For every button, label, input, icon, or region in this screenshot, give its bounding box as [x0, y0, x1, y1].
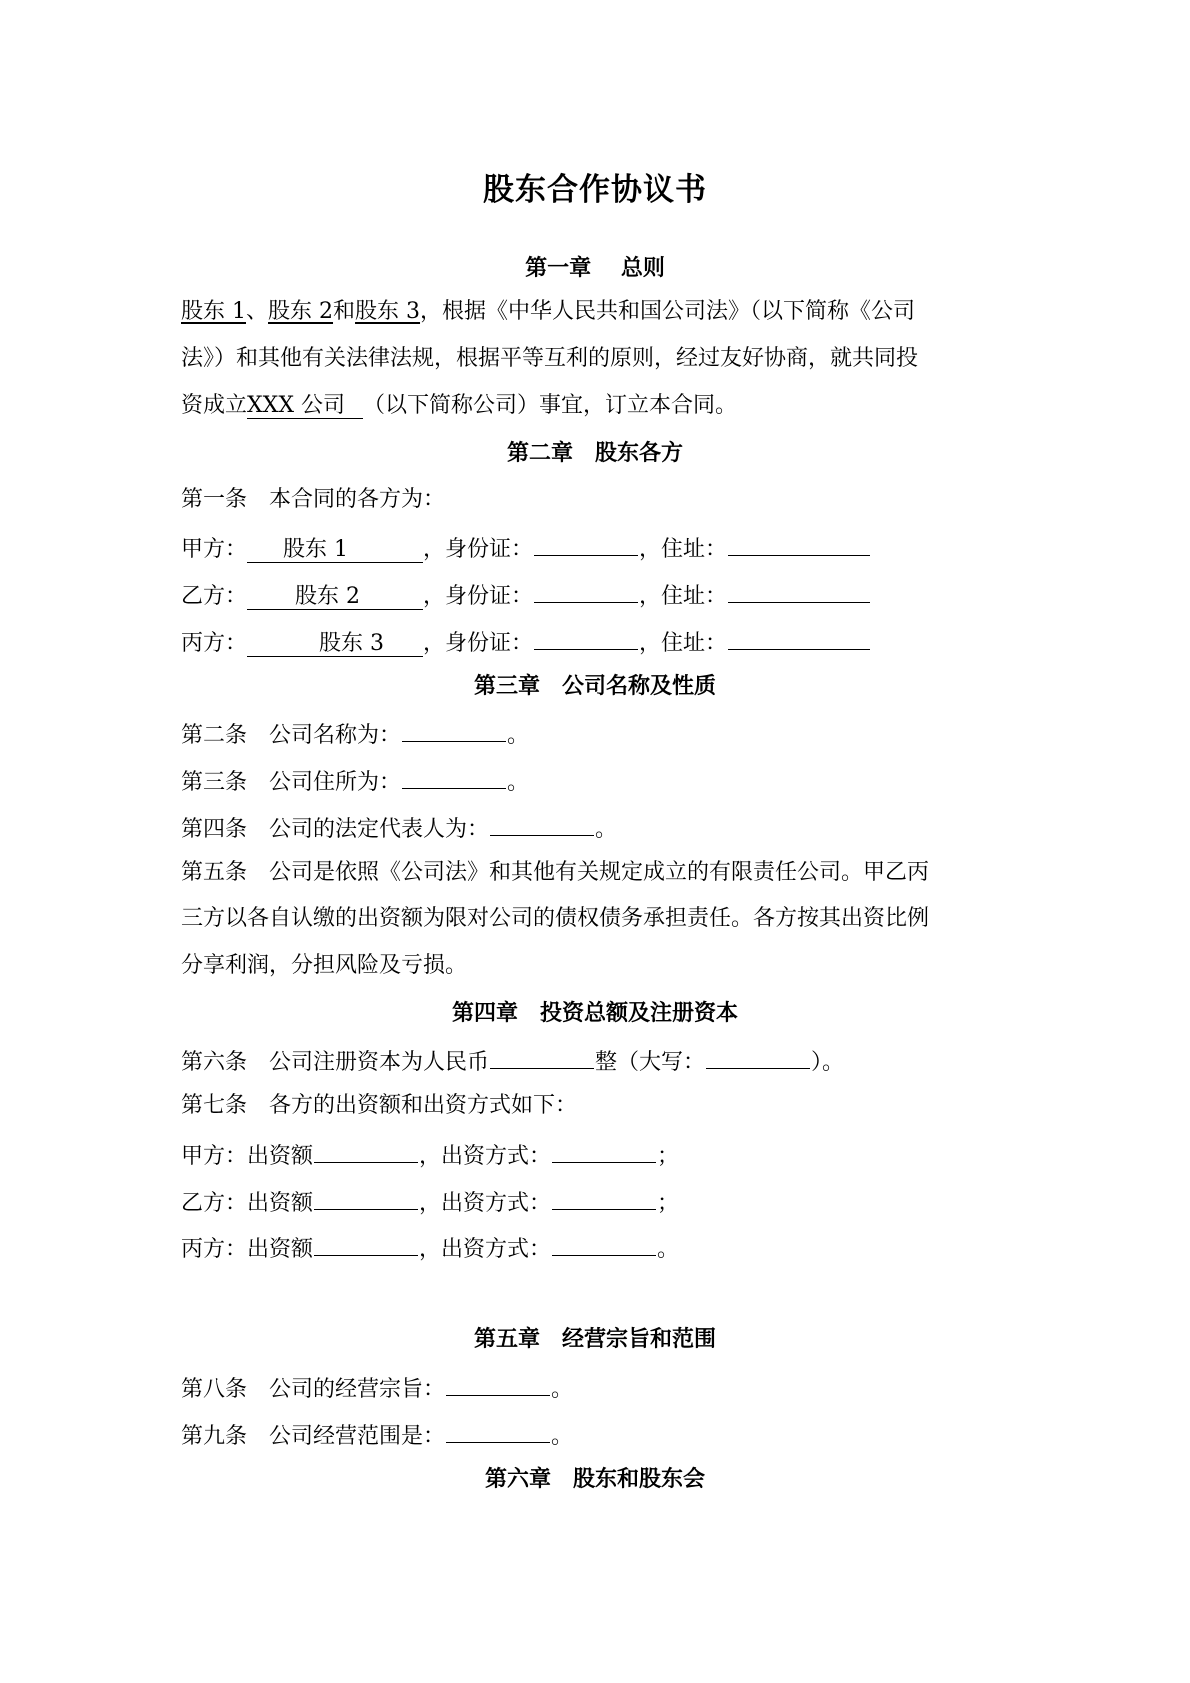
- paragraph-text: ，根据《中华人民共和国公司法》（以下简称《公司: [420, 299, 916, 324]
- party-label: 乙方：: [181, 584, 248, 609]
- id-label: ，身份证：: [423, 631, 534, 656]
- party-label: 丙方：: [181, 631, 248, 656]
- punctuation: 。: [657, 1237, 680, 1262]
- period: 。: [551, 1424, 574, 1449]
- chapter-1-paragraph-line-2: 法》）和其他有关法律法规，根据平等互利的原则，经过友好协商，就共同投: [181, 346, 919, 371]
- party-name-field: [247, 582, 423, 610]
- article-4: [181, 811, 1011, 845]
- article-5-line-3: 分享利润，分担风险及亏损。: [181, 953, 468, 978]
- party-label: 丙方：出资额: [181, 1237, 314, 1262]
- shareholder-3-ref: 股东 3: [355, 299, 421, 324]
- business-purpose-blank: [446, 1371, 550, 1396]
- amount-blank: [314, 1138, 418, 1163]
- party-label: 乙方：出资额: [181, 1191, 314, 1216]
- chapter-1-paragraph-line-3: [181, 391, 1011, 421]
- shareholder-1-ref: 股东 1: [181, 299, 246, 324]
- contribution-row-c: [181, 1231, 1011, 1265]
- party-label: 甲方：出资额: [181, 1144, 314, 1169]
- party-label: 甲方：: [181, 537, 248, 562]
- company-address-blank: [402, 764, 506, 789]
- chapter-1-heading: 第一章 总则: [525, 255, 665, 281]
- contribution-row-a: [181, 1138, 1011, 1172]
- method-blank: [552, 1231, 656, 1256]
- address-label: ，住址：: [639, 631, 728, 656]
- capital-in-words-blank: [706, 1044, 810, 1069]
- separator: 、: [246, 299, 269, 324]
- period: 。: [551, 1377, 574, 1402]
- address-blank: [728, 531, 870, 556]
- chapter-6-heading: 第六章 股东和股东会: [484, 1466, 705, 1492]
- document-title: 股东合作协议书: [483, 172, 707, 208]
- id-blank: [534, 578, 638, 603]
- chapter-3-heading: 第三章 公司名称及性质: [473, 673, 716, 699]
- amount-blank: [314, 1185, 418, 1210]
- party-name: 股东 2: [295, 584, 361, 609]
- method-label: ，出资方式：: [419, 1191, 552, 1216]
- chapter-4-heading: 第四章 投资总额及注册资本: [451, 1000, 738, 1026]
- method-blank: [552, 1138, 656, 1163]
- article-text: 第三条 公司住所为：: [181, 770, 402, 795]
- article-8: [181, 1371, 1011, 1405]
- period: 。: [595, 817, 618, 842]
- article-text: 第九条 公司经营范围是：: [181, 1424, 446, 1449]
- address-blank: [728, 625, 870, 650]
- punctuation: ；: [657, 1191, 680, 1216]
- article-7: 第七条 各方的出资额和出资方式如下：: [181, 1093, 578, 1118]
- method-label: ，出资方式：: [419, 1144, 552, 1169]
- chapter-5-heading: 第五章 经营宗旨和范围: [473, 1326, 716, 1352]
- article-text: 第八条 公司的经营宗旨：: [181, 1377, 446, 1402]
- article-2: [181, 717, 1011, 751]
- registered-capital-blank: [490, 1044, 594, 1069]
- id-blank: [534, 625, 638, 650]
- article-text: 第六条 公司注册资本为人民币: [181, 1050, 490, 1075]
- paragraph-text: 资成立: [181, 393, 248, 418]
- company-name-blank: [402, 717, 506, 742]
- method-blank: [552, 1185, 656, 1210]
- article-text: 第二条 公司名称为：: [181, 723, 402, 748]
- paragraph-text: （以下简称公司）事宜，订立本合同。: [363, 393, 738, 418]
- article-1: 第一条 本合同的各方为：: [181, 487, 446, 512]
- chapter-2-heading: 第二章 股东各方: [506, 440, 683, 466]
- party-name: 股东 1: [283, 537, 349, 562]
- address-label: ，住址：: [639, 537, 728, 562]
- amount-blank: [314, 1231, 418, 1256]
- method-label: ，出资方式：: [419, 1237, 552, 1262]
- party-name-field: [247, 535, 423, 563]
- article-text: 第四条 公司的法定代表人为：: [181, 817, 490, 842]
- party-row-c: [181, 625, 1011, 659]
- id-label: ，身份证：: [423, 537, 534, 562]
- chapter-1-paragraph-line-1: [181, 297, 1011, 327]
- company-name: XXX 公司: [247, 393, 345, 418]
- article-6: [181, 1044, 1011, 1078]
- article-3: [181, 764, 1011, 798]
- party-row-b: [181, 578, 1011, 612]
- punctuation: ；: [657, 1144, 680, 1169]
- id-blank: [534, 531, 638, 556]
- period: 。: [507, 723, 530, 748]
- article-9: [181, 1418, 1011, 1452]
- id-label: ，身份证：: [423, 584, 534, 609]
- legal-representative-blank: [490, 811, 594, 836]
- article-5-line-2: 三方以各自认缴的出资额为限对公司的债权债务承担责任。各方按其出资比例: [181, 906, 930, 931]
- party-name: 股东 3: [319, 631, 385, 656]
- article-text: 整（大写：: [595, 1050, 706, 1075]
- article-text: ）。: [811, 1050, 845, 1075]
- separator: 和: [333, 299, 356, 324]
- party-row-a: [181, 531, 1011, 565]
- address-blank: [728, 578, 870, 603]
- shareholder-2-ref: 股东 2: [268, 299, 334, 324]
- period: 。: [507, 770, 530, 795]
- address-label: ，住址：: [639, 584, 728, 609]
- business-scope-blank: [446, 1418, 550, 1443]
- party-name-field: [247, 629, 423, 657]
- company-name-field: [247, 391, 363, 419]
- contribution-row-b: [181, 1185, 1011, 1219]
- article-5-line-1: 第五条 公司是依照《公司法》和其他有关规定成立的有限责任公司。甲乙丙: [181, 860, 930, 885]
